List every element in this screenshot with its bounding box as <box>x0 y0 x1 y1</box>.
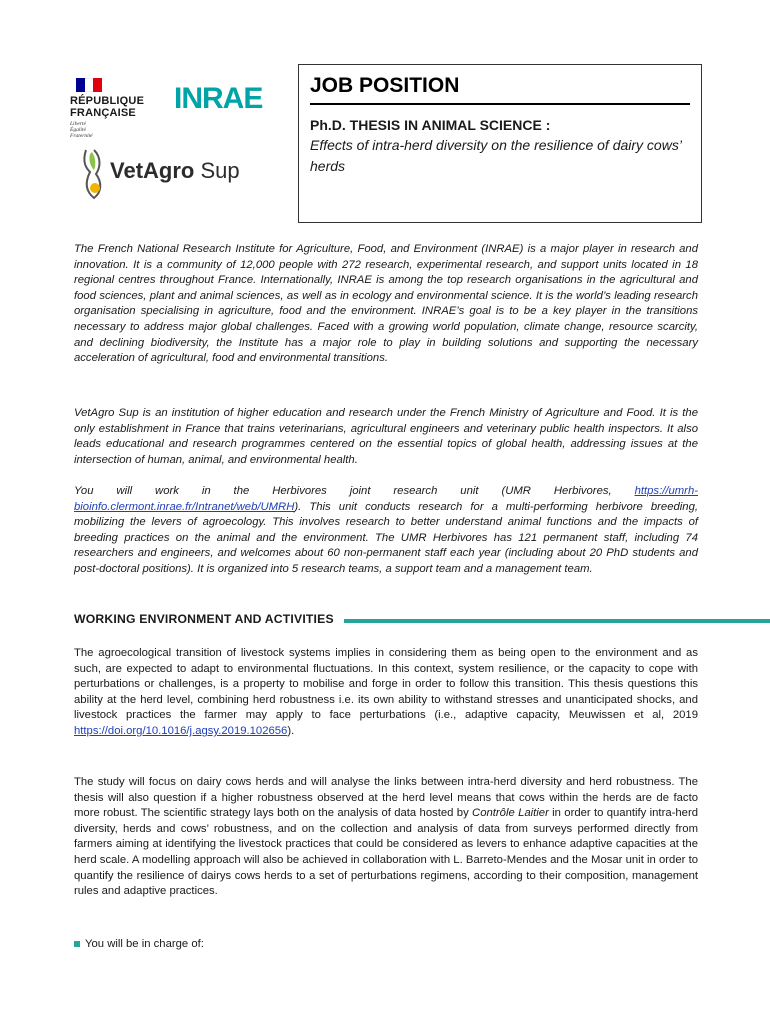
controle-laitier: Contrôle Laitier <box>472 807 549 820</box>
republique-francaise-logo <box>70 78 160 139</box>
section-divider <box>344 619 770 623</box>
working-environment-section <box>74 612 704 626</box>
job-position-title: JOB POSITION <box>310 74 460 97</box>
vetagro-sup-wordmark: VetAgro Sup <box>110 158 240 183</box>
republique-motto: Liberté Égalité Fraternité <box>70 121 93 139</box>
republique-name: RÉPUBLIQUE FRANÇAISE <box>70 95 145 119</box>
thesis-field: Ph.D. THESIS IN ANIMAL SCIENCE : <box>310 117 551 133</box>
logos-block <box>70 74 300 204</box>
section-title: WORKING ENVIRONMENT AND ACTIVITIES <box>74 612 334 626</box>
inrae-intro-paragraph: The French National Research Institute for Agriculture, Food, and Environment (INRAE) is a major player in research and innovation. It is a community of 12,000 people with 272 research, experimental research, and support units located in 18 regional centres throughout France. Internationally, INRAE is among the top research organisations in the agricultural and food sciences, plant and animal sciences, as well as in ecology and environmental science. It is the world’s leading research organisation specialising in agriculture, food and the environment. INRAE’s goal is to be a key player in the transitions necessary to address major global challenges. Faced with a growing world population, climate change, resource scarcity, and declining biodiversity, the Institute has a major role to play in building solutions and supporting the necessary acceleration of agricultural, food and environmental transitions. <box>74 243 698 365</box>
french-flag-icon <box>76 78 102 92</box>
vetagro-leaf-icon <box>80 146 108 202</box>
doi-link[interactable]: https://doi.org/10.1016/j.agsy.2019.102656 <box>74 724 288 737</box>
thesis-title: Effects of intra-herd diversity on the resilience of dairy cows’ herds <box>310 137 682 174</box>
title-divider <box>310 103 690 105</box>
vetagro-sup-logo <box>80 146 300 202</box>
study-paragraph: The study will focus on dairy cows herds and will analyse the links between intra-herd diversity and herd robustness. The thesis will also question if a higher robustness observed at the herd level means that cows within the herds are de facto more robust. The scientific strategy lays both on the analysis of data hosted by Contrôle Laitier in order to quantify intra-herd diversity, herds and cows’ robustness, and on the collection and analysis of data from surveys performed directly from farmers aiming at identifying the livestock practices that could be considered as levers to enhance adaptive capacities at the herd scale. A modelling approach will also be achieved in collaboration with L. Barreto-Mendes and the Mosar unit in order to quantify the resilience of dairys cows herds to a set of perturbations regimens, according to their composition, management rules and adaptive practices. <box>74 776 698 898</box>
umrh-link[interactable]: https://umrh-bioinfo.clermont.inrae.fr/Intranet/web/UMRH <box>74 485 698 513</box>
square-bullet-icon <box>74 941 80 947</box>
vetagro-intro-paragraph: VetAgro Sup is an institution of higher education and research under the French Ministry of Agriculture and Food. It is the only establishment in France that trains veterinarians, agricultural engineers and veterinary public health inspectors. It also leads educational and research programmes centered on the essential topics of global health, addressing issues at the intersection of human, animal, and environmental health. <box>74 407 698 466</box>
umr-herbivores-paragraph: You will work in the Herbivores joint research unit (UMR Herbivores, https://umrh-bioinfo.clermont.inrae.fr/Intranet/web/UMRH). This unit conducts research for a multi-performing herbivore breeding, mobilizing the levers of agroecology. This involves research to better understand animal functions and the impacts of breeding practices on the animal and the environment. The UMR Herbivores has 121 permanent staff, including 74 researchers and engineers, and welcomes about 60 non-permanent staff each year (including about 20 PhD students and post-doctoral positions). It is organized into 5 research teams, a support team and a management team. <box>74 485 698 575</box>
transition-paragraph: The agroecological transition of livestock systems implies in considering them as being open to the environment and as such, are expected to adapt to environmental fluctuations. In this context, system resilience, or the capacity to cope with perturbations or challenges, is a property to mobilise and forge in order to follow this transition. This thesis questions this ability at the herd level, combining herd robustness i.e. its own ability to withstand stresses and unanticipated shocks, and livestock practices the farmer may apply to face perturbations (i.e., adaptive capacity, Meuwissen et al, 2019 https://doi.org/10.1016/j.agsy.2019.102656). <box>74 647 698 737</box>
list-item: You will be in charge of: <box>74 938 204 950</box>
inrae-logo: INRAE <box>174 82 263 115</box>
job-position-box <box>298 64 702 223</box>
